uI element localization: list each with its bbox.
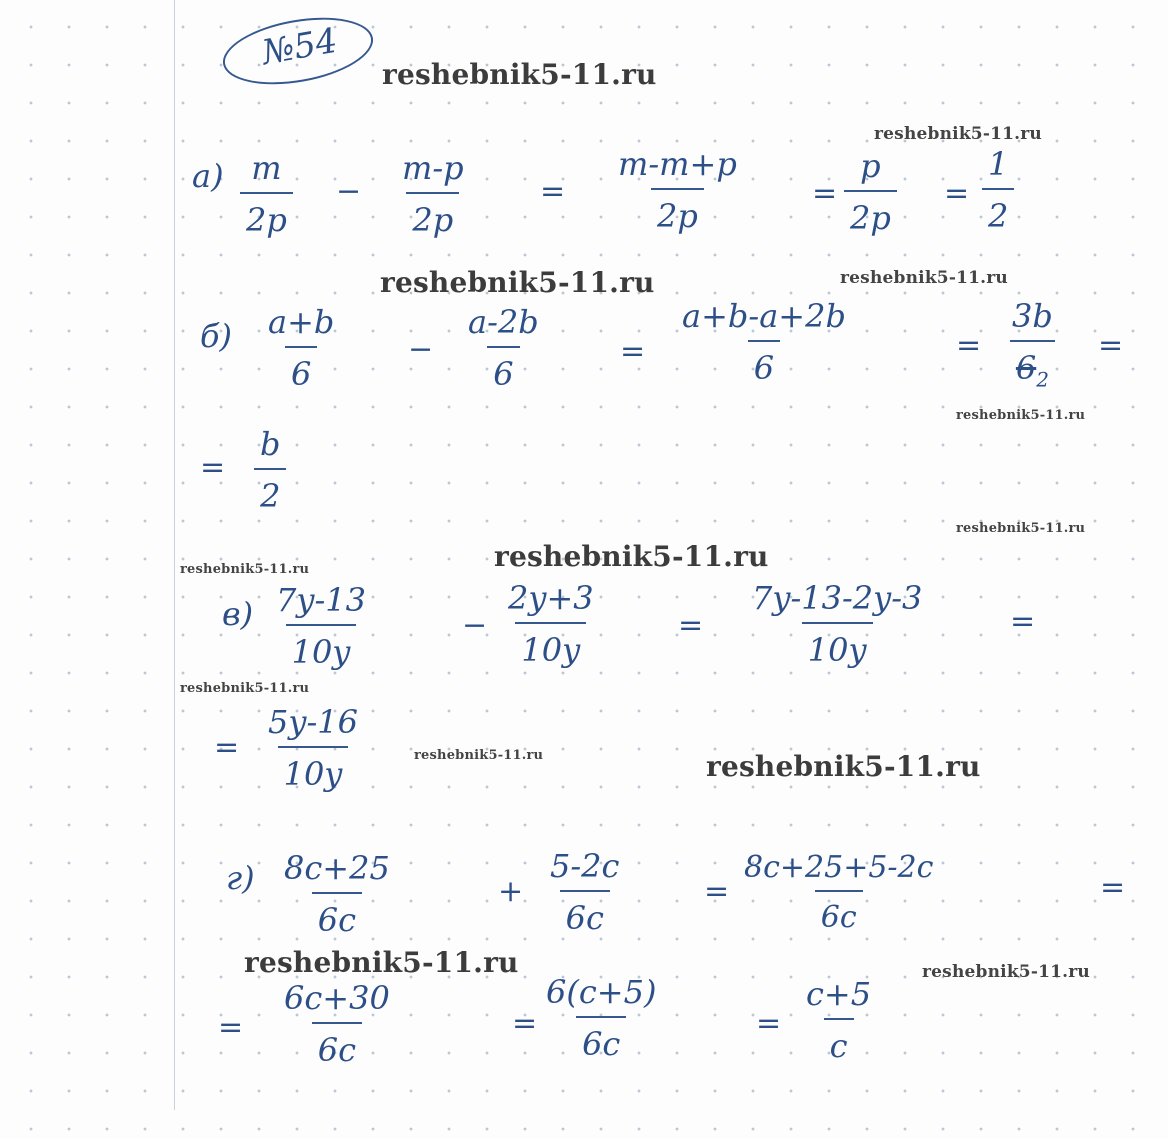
denominator: 10y [286,624,357,670]
denominator [1010,340,1055,390]
watermark: reshebnik5-11.ru [840,268,1008,288]
fraction [240,149,293,239]
watermark: reshebnik5-11.ru [382,58,657,91]
denominator: 10y [515,622,586,668]
denominator: 6c [312,1022,362,1068]
numerator: a-2b [468,303,539,341]
watermark: reshebnik5-11.ru [494,540,769,573]
denominator: 10y [802,622,873,668]
numerator: a+b-a+2b [682,297,846,335]
equals-sign: = [200,450,226,485]
fraction [982,145,1014,235]
denominator: c [824,1018,854,1064]
fraction [278,979,396,1069]
equals-sign: = [756,1006,782,1041]
denominator: 6 [285,346,317,392]
watermark: reshebnik5-11.ru [922,962,1090,982]
watermark: reshebnik5-11.ru [180,681,310,696]
fraction [1006,297,1059,391]
equals-sign: = [620,334,646,369]
numerator: 2y+3 [508,579,594,617]
watermark: reshebnik5-11.ru [244,946,519,979]
part-g-label: г) [226,859,255,897]
part-v-label: в) [222,595,254,633]
numerator: 1 [988,145,1009,183]
fraction [676,297,852,387]
denominator: 6c [576,1016,626,1062]
part-a-label: а) [192,157,224,195]
equals-sign: = [512,1006,538,1041]
fraction [278,849,396,939]
numerator: c+5 [806,975,872,1013]
numerator: 6c+30 [284,979,390,1017]
numerator: m-m+p [618,145,737,183]
denominator: 2 [982,188,1014,234]
numerator: 3b [1012,297,1053,335]
fraction [262,703,364,793]
numerator: m [251,149,282,187]
part-b-label: б) [200,317,233,355]
numerator: 7y-13 [276,581,366,619]
watermark: reshebnik5-11.ru [380,266,655,299]
watermark: reshebnik5-11.ru [180,562,310,577]
margin-line [174,0,175,1110]
numerator: 5y-16 [268,703,358,741]
minus-sign: − [462,608,488,643]
fraction [540,973,662,1063]
watermark: reshebnik5-11.ru [414,748,544,763]
numerator: 8c+25 [284,849,390,887]
fraction [844,147,897,237]
denominator: 10y [278,746,349,792]
equals-sign: = [1010,604,1036,639]
fraction [738,852,939,933]
minus-sign: − [336,174,362,209]
fraction [462,303,545,393]
fraction [502,579,600,669]
equals-sign: = [812,176,838,211]
fraction [544,847,625,937]
problem-number: №54 [259,20,341,74]
denominator: 6c [815,890,863,934]
denominator: 6c [560,890,610,936]
numerator: b [260,425,281,463]
numerator: 5-2c [550,847,620,885]
equals-sign: = [704,874,730,909]
minus-sign: − [408,332,434,367]
watermark: reshebnik5-11.ru [706,750,981,783]
equals-sign: = [944,176,970,211]
fraction [612,145,743,235]
fraction [254,425,286,515]
numerator: 8c+25+5-2c [744,850,934,885]
denominator: 6 [487,346,519,392]
watermark: reshebnik5-11.ru [956,408,1086,423]
equals-sign: = [540,174,566,209]
equals-sign: = [214,730,240,765]
denominator: 2p [406,192,459,238]
equals-sign: = [956,328,982,363]
denominator: 6c [312,892,362,938]
equals-sign: = [678,608,704,643]
equals-sign: = [1098,328,1124,363]
denominator: 2p [844,190,897,236]
denominator: 2p [240,192,293,238]
fraction [746,579,928,669]
watermark: reshebnik5-11.ru [956,521,1086,536]
equals-sign: = [1100,870,1126,905]
fraction [270,581,372,671]
denominator: 6 [748,340,780,386]
denominator: 2 [254,468,286,514]
numerator: 6(c+5) [546,973,657,1011]
watermark: reshebnik5-11.ru [874,124,1042,144]
numerator: 7y-13-2y-3 [752,579,923,617]
cancelled-digit: 6 [1015,348,1037,387]
fraction [262,303,340,393]
plus-sign: + [498,874,524,909]
numerator: m-p [402,149,464,187]
equals-sign: = [218,1010,244,1045]
fraction [396,149,470,239]
denominator: 2p [651,188,704,234]
numerator: p [860,147,881,185]
numerator: a+b [268,303,335,341]
reduced-digit: 2 [1036,366,1049,391]
fraction [800,975,877,1065]
